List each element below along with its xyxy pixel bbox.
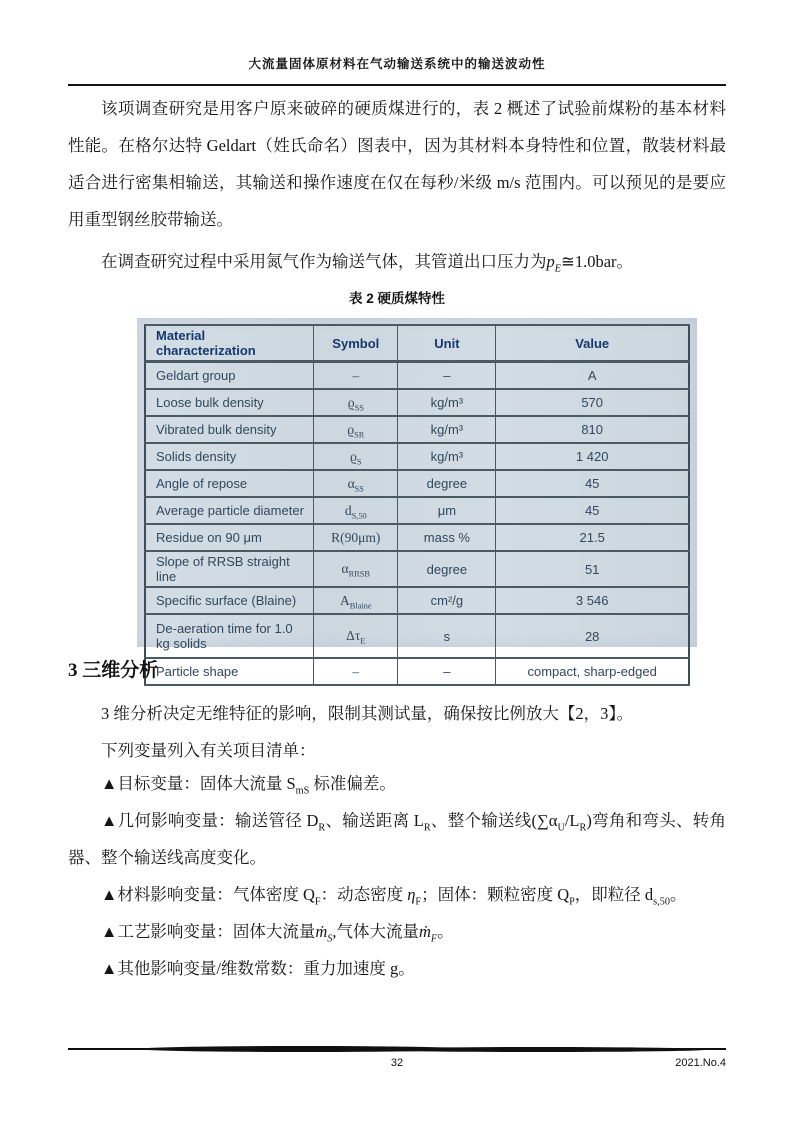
cell-material: Specific surface (Blaine): [145, 587, 314, 614]
table-row: [145, 658, 689, 685]
cell-value: 3 546: [496, 587, 689, 614]
table-caption: 表 2 硬质煤特性: [348, 291, 445, 306]
cell-material: Angle of repose: [145, 470, 314, 497]
material-properties-table: [144, 324, 690, 686]
column-header-material: Material characterization: [145, 325, 314, 362]
cell-symbol: $ϱ_{SS}$: [314, 389, 398, 416]
table-row: [145, 524, 689, 551]
header-rule: [68, 84, 726, 86]
cell-material: Vibrated bulk density: [145, 416, 314, 443]
table-row: [145, 497, 689, 524]
body-paragraph: 3 维分析决定无维特征的影响，限制其测试量，确保按比例放大【2，3】。: [101, 704, 634, 723]
column-header-unit: Unit: [398, 325, 496, 362]
footer-rule: [68, 1045, 726, 1053]
cell-unit: mass %: [398, 524, 496, 551]
cell-material: Particle shape: [145, 658, 314, 685]
body-paragraph: 在调查研究过程中采用氮气作为输送气体，其管道出口压力为$p_E≅1.0bar$。: [101, 252, 634, 275]
cell-unit: cm²/g: [398, 587, 496, 614]
cell-unit: kg/m³: [398, 416, 496, 443]
cell-material: Geldart group: [145, 362, 314, 390]
table-row: [145, 389, 689, 416]
cell-material: Average particle diameter: [145, 497, 314, 524]
bullet-list: [68, 765, 726, 987]
cell-value: 45: [496, 470, 689, 497]
cell-material: Slope of RRSB straight line: [145, 551, 314, 587]
table-row: [145, 614, 689, 658]
cell-material: De-aeration time for 1.0 kg solids: [145, 614, 314, 658]
cell-unit: degree: [398, 470, 496, 497]
bullet-item: ▲工艺影响变量：固体大流量ṁ$_S$,气体大流量ṁ$_F$。: [101, 922, 454, 945]
cell-value: 1 420: [496, 443, 689, 470]
cell-value: A: [496, 362, 689, 390]
cell-symbol: $A_{Blaine}$: [314, 587, 398, 614]
section-heading: 3 三维分析: [68, 660, 159, 681]
running-head-title: 大流量固体原材料在气动输送系统中的输送波动性: [248, 57, 546, 71]
cell-unit: degree: [398, 551, 496, 587]
cell-value: compact, sharp-edged: [496, 658, 689, 685]
cell-material: Loose bulk density: [145, 389, 314, 416]
cell-symbol: R(90μm): [314, 524, 398, 551]
cell-value: 45: [496, 497, 689, 524]
cell-unit: –: [398, 658, 496, 685]
cell-symbol: –: [314, 362, 398, 390]
table-row: [145, 416, 689, 443]
cell-value: 21.5: [496, 524, 689, 551]
cell-unit: kg/m³: [398, 443, 496, 470]
table-row: [145, 362, 689, 390]
bullet-item: ▲材料影响变量：气体密度 $Q_F$：动态密度 $\eta_F$；固体：颗粒密度 $Q_P$，即粒径 $d_{s,50}$。: [101, 885, 687, 908]
table-header-row: [145, 325, 689, 362]
body-paragraph: 下列变量列入有关项目清单：: [101, 741, 316, 760]
column-header-symbol: Symbol: [314, 325, 398, 362]
bullet-item: ▲其他影响变量/维数常数：重力加速度 g。: [101, 959, 415, 978]
cell-symbol: $d_{S,50}$: [314, 497, 398, 524]
cell-symbol: $\Delta\tau_E$: [314, 614, 398, 658]
cell-value: 28: [496, 614, 689, 658]
cell-symbol: $\alpha_{SS}$: [314, 470, 398, 497]
cell-unit: kg/m³: [398, 389, 496, 416]
cell-symbol: $ϱ_{SR}$: [314, 416, 398, 443]
table-row: [145, 470, 689, 497]
bullet-item: ▲目标变量：固体大流量 $S_{mS}$ 标准偏差。: [101, 774, 396, 797]
column-header-value: Value: [496, 325, 689, 362]
page-number: 32: [390, 1057, 404, 1069]
table-row: [145, 587, 689, 614]
issue-number: 2021.No.4: [675, 1057, 726, 1069]
cell-unit: s: [398, 614, 496, 658]
body-paragraph: 该项调查研究是用客户原来破碎的硬质煤进行的，表 2 概述了试验前煤粉的基本材料性能。在格尔达特 Geldart（姓氏命名）图表中，因为其材料本身特性和位置，散装材料最适合进行密集相输送，其输送和操作速度在仅在每秒/米级 m/s 范围内。可以预见的是要应用重型钢丝胶带输送。: [68, 99, 726, 229]
cell-material: Solids density: [145, 443, 314, 470]
cell-unit: μm: [398, 497, 496, 524]
table-scan-region: [137, 318, 697, 679]
cell-value: 51: [496, 551, 689, 587]
cell-symbol: $ϱ_S$: [314, 443, 398, 470]
cell-symbol: –: [314, 658, 398, 685]
cell-value: 570: [496, 389, 689, 416]
table-row: [145, 443, 689, 470]
table-row: [145, 551, 689, 587]
cell-material: Residue on 90 μm: [145, 524, 314, 551]
cell-unit: –: [398, 362, 496, 390]
bullet-item: ▲几何影响变量：输送管径 $D_R$、输送距离 $L_R$、整个输送线$(\sum\alpha_U/L_R)$弯角和弯头、转角器、整个输送线高度变化。: [68, 811, 726, 867]
cell-symbol: $\alpha_{RRSB}$: [314, 551, 398, 587]
cell-value: 810: [496, 416, 689, 443]
